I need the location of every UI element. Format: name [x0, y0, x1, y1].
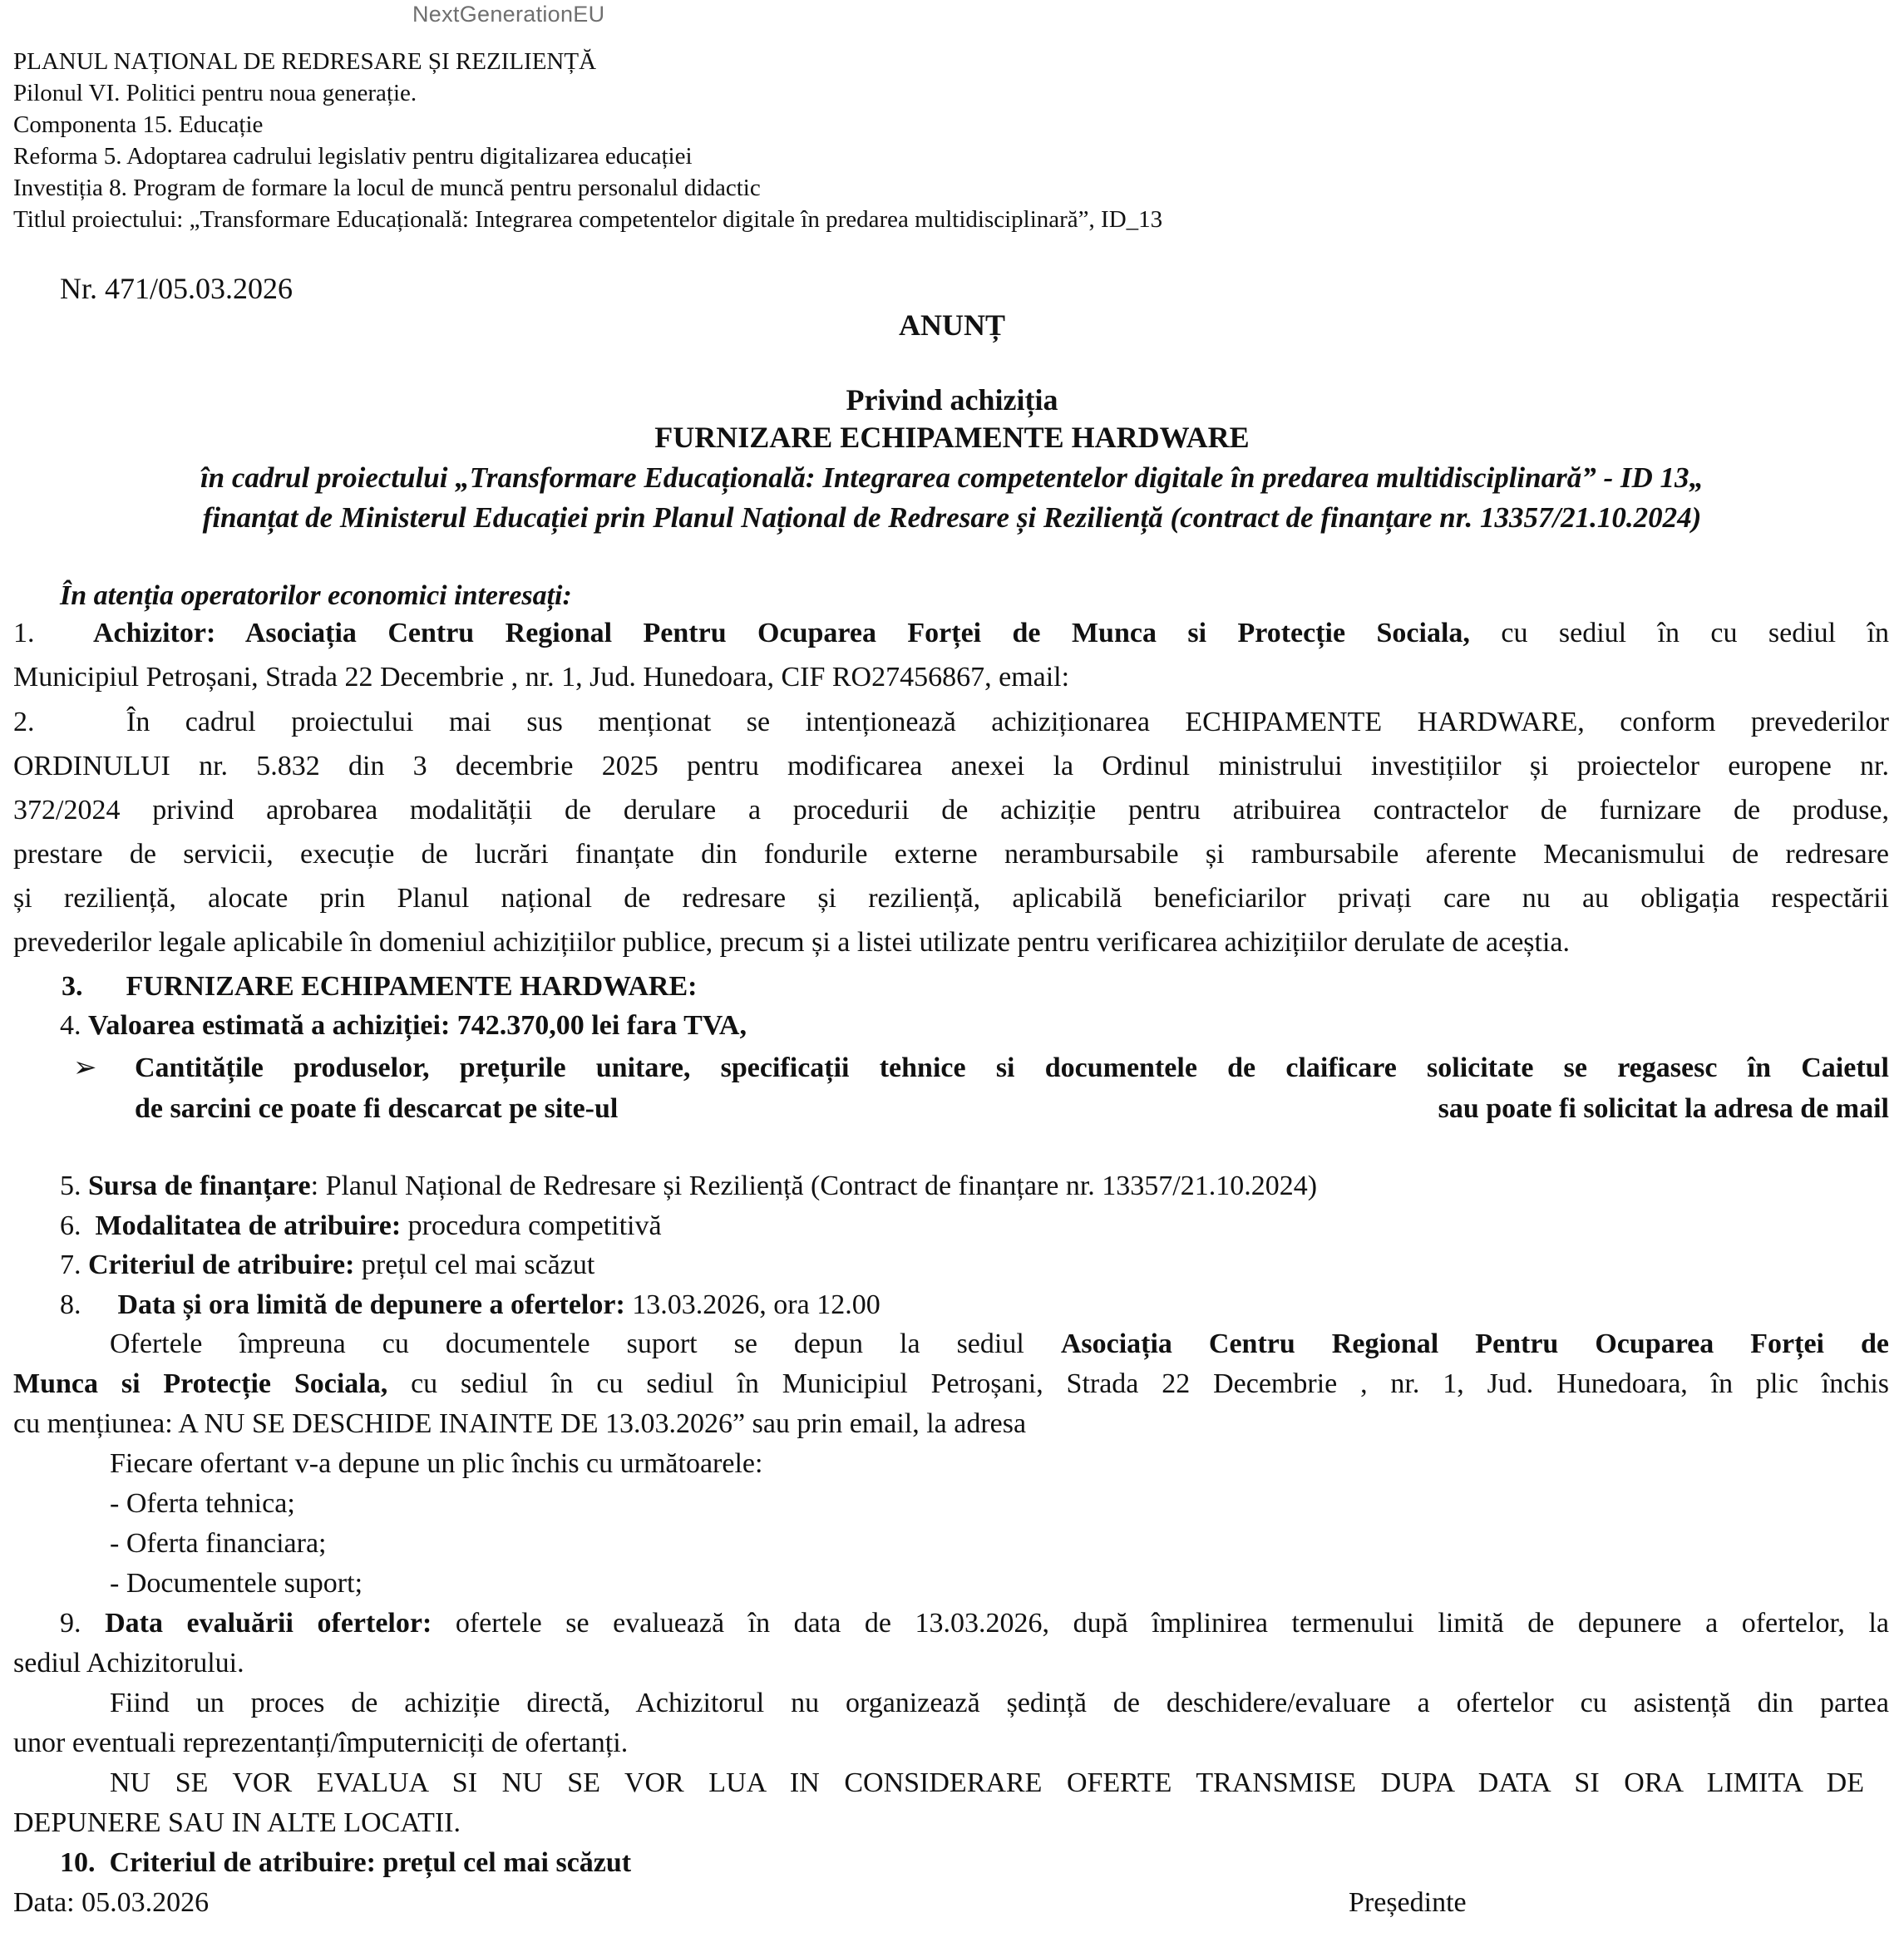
item-number: 2.: [13, 707, 35, 737]
bullet-line-2a: [135, 1087, 618, 1131]
item-2-line-1: [13, 700, 1889, 744]
item-8-para-1: [110, 1322, 1889, 1366]
item-6-text: procedura competitivă: [407, 1210, 662, 1241]
item-number: 7.: [60, 1250, 81, 1280]
item-9-label: Data evaluării ofertelor:: [105, 1608, 432, 1639]
header-line: Titlul proiectului: „Transformare Educațională: Integrarea competentelor digitale în predarea multidisciplinară”, ID_13: [13, 206, 1163, 233]
item-8: [60, 1283, 880, 1327]
item-9: [60, 1601, 1889, 1645]
footer-signatory-role: Președinte: [1349, 1887, 1467, 1918]
item-4: [60, 1003, 747, 1047]
attention-line: În atenția operatorilor economici interesați:: [60, 580, 572, 611]
item-7-label: Criteriul de atribuire:: [88, 1250, 355, 1280]
caps-notice-line-1: NU SE VOR EVALUA SI NU SE VOR LUA IN CONSIDERARE OFERTE TRANSMISE DUPA DATA SI ORA LIMITA DE: [110, 1767, 1864, 1798]
bullet-line-1: [135, 1046, 1889, 1090]
item-10: [60, 1841, 631, 1885]
direct-procedure-line-2: unor eventuali reprezentanți/împuterniciți de ofertanți.: [13, 1728, 629, 1758]
item-1-line-2: Municipiul Petroșani, Strada 22 Decembrie , nr. 1, Jud. Hunedoara, CIF RO27456867, email:: [13, 662, 1070, 693]
item-1-tail: cu sediul în cu sediul în: [1501, 618, 1889, 648]
item-7: [60, 1243, 594, 1287]
document-heading: ANUNȚ: [898, 308, 1005, 342]
item-5: [60, 1164, 1317, 1208]
item-9-text: ofertele se evaluează în data de 13.03.2026, după împlinirea termenului limită de depunere a ofertelor, la: [455, 1608, 1889, 1639]
item-5-text: : Planul Național de Redresare și Reziliență (Contract de finanțare nr. 13357/21.10.2024): [310, 1171, 1318, 1201]
item-2-line-4: prestare de servicii, execuție de lucrări finanțate din fondurile externe nerambursabile și rambursabile aferente Mecanismului de redresare: [13, 839, 1889, 870]
bullet-arrow: ➢: [73, 1052, 97, 1083]
item-8-label: Data și ora limită de depunere a ofertelor:: [117, 1289, 625, 1320]
document-list-item: - Oferta financiara;: [110, 1528, 327, 1559]
item-8-bold: Asociația Centru Regional Pentru Ocuparea Forței de: [1060, 1328, 1890, 1359]
header-line: Investiția 8. Program de formare la locul de muncă pentru personalul didactic: [13, 175, 761, 201]
item-number: 9.: [60, 1608, 81, 1639]
item-number: 10.: [60, 1847, 96, 1878]
item-8-para-3: cu mențiunea: A NU SE DESCHIDE INAINTE DE 13.03.2026” sau prin email, la adresa: [13, 1408, 1027, 1439]
item-3: [62, 964, 697, 1008]
nextgenerationeu-logo: NextGenerationEU: [412, 2, 605, 27]
document-list-item: - Documentele suport;: [110, 1568, 363, 1599]
item-1-line-1: [13, 611, 1889, 655]
item-8-text: Ofertele împreuna cu documentele suport se depun la sediul: [110, 1328, 1024, 1359]
bullet-line-2b: [1438, 1087, 1889, 1131]
item-1-label: Achizitor: Asociația Centru Regional Pentru Ocuparea Forței de Munca si Protecție Sociala,: [93, 618, 1470, 648]
document-list-item: - Oferta tehnica;: [110, 1488, 295, 1519]
item-2-line-6: prevederilor legale aplicabile în domeniul achizițiilor publice, precum și a listei utilizate pentru verificarea achizițiilor derulate de aceștia.: [13, 927, 1571, 958]
document-number: Nr. 471/05.03.2026: [60, 272, 293, 305]
header-line: Pilonul VI. Politici pentru noua generație.: [13, 80, 417, 106]
item-number: 6.: [60, 1210, 81, 1241]
project-line-1: în cadrul proiectului „Transformare Educațională: Integrarea competentelor digitale în predarea multidisciplinară” - ID 13„: [200, 461, 1704, 494]
header-line: Reforma 5. Adoptarea cadrului legislativ pentru digitalizarea educației: [13, 143, 693, 170]
item-number: 8.: [60, 1289, 81, 1320]
item-number: 1.: [13, 618, 35, 648]
item-2-line-2: ORDINULUI nr. 5.832 din 3 decembrie 2025 pentru modificarea anexei la Ordinul ministrului investițiilor și proiectelor europene nr.: [13, 751, 1889, 781]
footer-date: Data: 05.03.2026: [13, 1887, 210, 1918]
item-number: 4.: [60, 1010, 81, 1041]
item-3-text: FURNIZARE ECHIPAMENTE HARDWARE:: [126, 971, 698, 1002]
item-8-para-4: Fiecare ofertant v-a depune un plic închis cu următoarele:: [110, 1448, 763, 1479]
item-8-bold: Munca si Protecție Sociala,: [13, 1368, 388, 1399]
item-5-label: Sursa de finanțare: [88, 1171, 311, 1201]
bullet-text: sau poate fi solicitat la adresa de mail: [1438, 1093, 1889, 1124]
header-line: PLANUL NAȚIONAL DE REDRESARE ȘI REZILIENȚĂ: [13, 48, 597, 75]
item-10-text: Criteriul de atribuire: prețul cel mai scăzut: [109, 1847, 632, 1878]
caps-notice-line-2: DEPUNERE SAU IN ALTE LOCATII.: [13, 1807, 461, 1838]
item-8-text: cu sediul în cu sediul în Municipiul Petroșani, Strada 22 Decembrie , nr. 1, Jud. Hunedoara, în plic închis: [411, 1368, 1889, 1399]
direct-procedure-line-1: Fiind un proces de achiziție directă, Achizitorul nu organizează ședință de deschidere/evaluare a ofertelor cu asistență din partea: [110, 1688, 1889, 1718]
subject-title: FURNIZARE ECHIPAMENTE HARDWARE: [654, 421, 1250, 454]
item-2-line-5: și reziliență, alocate prin Planul național de redresare și reziliență, aplicabilă beneficiarilor privați care nu au obligația respectării: [13, 883, 1889, 914]
item-2-line-3: 372/2024 privind aprobarea modalității de derulare a procedurii de achiziție pentru atribuirea contractelor de furnizare de produse,: [13, 795, 1889, 826]
item-6: [60, 1204, 662, 1248]
item-number: 5.: [60, 1171, 81, 1201]
item-9-line-2: sediul Achizitorului.: [13, 1648, 244, 1678]
item-7-text: prețul cel mai scăzut: [361, 1250, 595, 1280]
bullet-text: Cantitățile produselor, prețurile unitare, specificații tehnice si documentele de claificare solicitate se regasesc în Caietul: [135, 1052, 1889, 1083]
item-2-text: În cadrul proiectului mai sus menționat se intenționează achiziționarea ECHIPAMENTE HARDWARE, conform prevederilor: [126, 707, 1889, 737]
project-line-2: finanțat de Ministerul Educației prin Planul Național de Redresare și Reziliență (contract de finanțare nr. 13357/21.10.2024): [202, 501, 1702, 534]
item-8-text: 13.03.2026, ora 12.00: [632, 1289, 880, 1320]
header-line: Componenta 15. Educație: [13, 111, 264, 138]
bullet-text: de sarcini ce poate fi descarcat pe site-ul: [135, 1093, 619, 1124]
item-4-text: Valoarea estimată a achiziției: 742.370,00 lei fara TVA,: [88, 1010, 747, 1041]
item-6-label: Modalitatea de atribuire:: [95, 1210, 402, 1241]
subject-intro: Privind achiziția: [846, 383, 1058, 417]
project-header: [13, 46, 1162, 235]
item-8-para-2: [13, 1362, 1889, 1406]
item-number: 3.: [62, 971, 83, 1002]
